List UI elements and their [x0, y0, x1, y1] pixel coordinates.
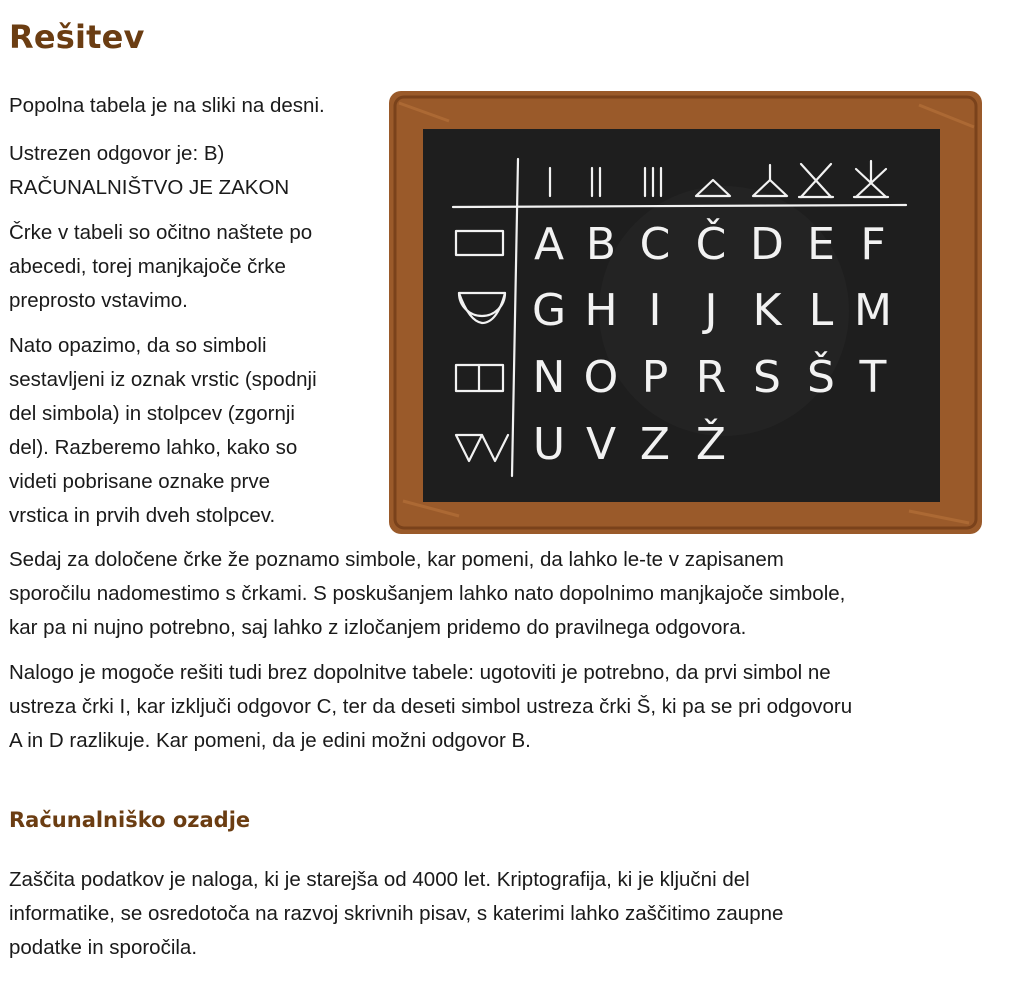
paragraph-letters-order	[9, 216, 379, 318]
text-line: Nato opazimo, da so simboli	[9, 334, 267, 357]
chalkboard-letter-I: I	[648, 285, 662, 336]
chalkboard-letter-V: V	[585, 419, 617, 470]
text-line: videti pobrisane oznake prve	[9, 470, 270, 493]
chalkboard-letter-L: L	[808, 285, 834, 336]
chalkboard-letter-H: H	[584, 285, 618, 336]
chalkboard-letter-D: D	[750, 219, 784, 270]
chalkboard-letter-G: G	[531, 285, 567, 336]
text-line: abecedi, torej manjkajoče črke	[9, 255, 286, 278]
chalkboard-letter-M: M	[854, 285, 892, 336]
text-line: A in D razlikuje. Kar pomeni, da je edini možni odgovor B.	[9, 729, 531, 752]
text-line: podatke in sporočila.	[9, 936, 198, 959]
text-line: sporočilu nadomestimo s črkami. S poskušanjem lahko nato dopolnimo manjkajoče simbole,	[9, 582, 846, 605]
paragraph-cryptography	[9, 863, 999, 965]
chalkboard-letter-F: F	[860, 219, 886, 270]
text-line: sestavljeni iz oznak vrstic (spodnji	[9, 368, 317, 391]
text-line: Sedaj za določene črke že poznamo simbole, kar pomeni, da lahko le-te v zapisanem	[9, 548, 784, 571]
chalkboard-letter-Č: Č	[695, 219, 727, 270]
text-line: Ustrezen odgovor je: B)	[9, 142, 225, 165]
text-line: informatike, se osredotoča na razvoj skrivnih pisav, s katerimi lahko zaščitimo zaupne	[9, 902, 784, 925]
paragraph-answer	[9, 137, 379, 205]
section-subtitle: Računalniško ozadje	[9, 808, 251, 832]
text-line: ustreza črki I, kar izključi odgovor C, ter da deseti simbol ustreza črki Š, ki pa se pri odgovoru	[9, 695, 853, 718]
chalkboard-letter-U: U	[532, 419, 566, 470]
chalkboard-letter-Š: Š	[807, 352, 835, 403]
chalkboard-letter-R: R	[695, 352, 727, 403]
paragraph-substitution	[9, 543, 999, 645]
text-line: Nalogo je mogoče rešiti tudi brez dopolnitve tabele: ugotoviti je potrebno, da prvi simbol ne	[9, 661, 831, 684]
text-line: preprosto vstavimo.	[9, 289, 188, 312]
text-line: Črke v tabeli so očitno naštete po	[9, 221, 313, 244]
paragraph-alternative-solution	[9, 656, 999, 758]
text-line: vrstica in prvih dveh stolpcev.	[9, 504, 276, 527]
chalkboard-letter-Ž: Ž	[695, 419, 727, 470]
paragraph-symbol-structure	[9, 329, 379, 533]
paragraph-full-table	[9, 89, 379, 123]
text-line: RAČUNALNIŠTVO JE ZAKON	[9, 176, 290, 199]
chalkboard-letter-J: J	[704, 285, 718, 336]
chalkboard-letter-B: B	[585, 219, 617, 270]
text-line: Zaščita podatkov je naloga, ki je starejša od 4000 let. Kriptografija, ki je ključni del	[9, 868, 750, 891]
chalkboard-letter-S: S	[753, 352, 781, 403]
chalkboard-letter-N: N	[532, 352, 566, 403]
chalkboard-letter-A: A	[533, 219, 565, 270]
chalkboard-letter-T: T	[859, 352, 887, 403]
page-title: Rešitev	[9, 18, 145, 56]
chalkboard-letter-E: E	[807, 219, 835, 270]
chalkboard-letter-Z: Z	[639, 419, 671, 470]
chalkboard-letter-O: O	[583, 352, 619, 403]
text-line: del). Razberemo lahko, kako so	[9, 436, 298, 459]
text-line: Popolna tabela je na sliki na desni.	[9, 94, 325, 117]
chalkboard-letter-K: K	[752, 285, 782, 336]
chalkboard-image	[389, 91, 982, 534]
text-line: kar pa ni nujno potrebno, saj lahko z izločanjem pridemo do pravilnega odgovora.	[9, 616, 747, 639]
chalkboard-letter-C: C	[639, 219, 671, 270]
text-line: del simbola) in stolpcev (zgornji	[9, 402, 295, 425]
chalkboard-letter-P: P	[641, 352, 669, 403]
